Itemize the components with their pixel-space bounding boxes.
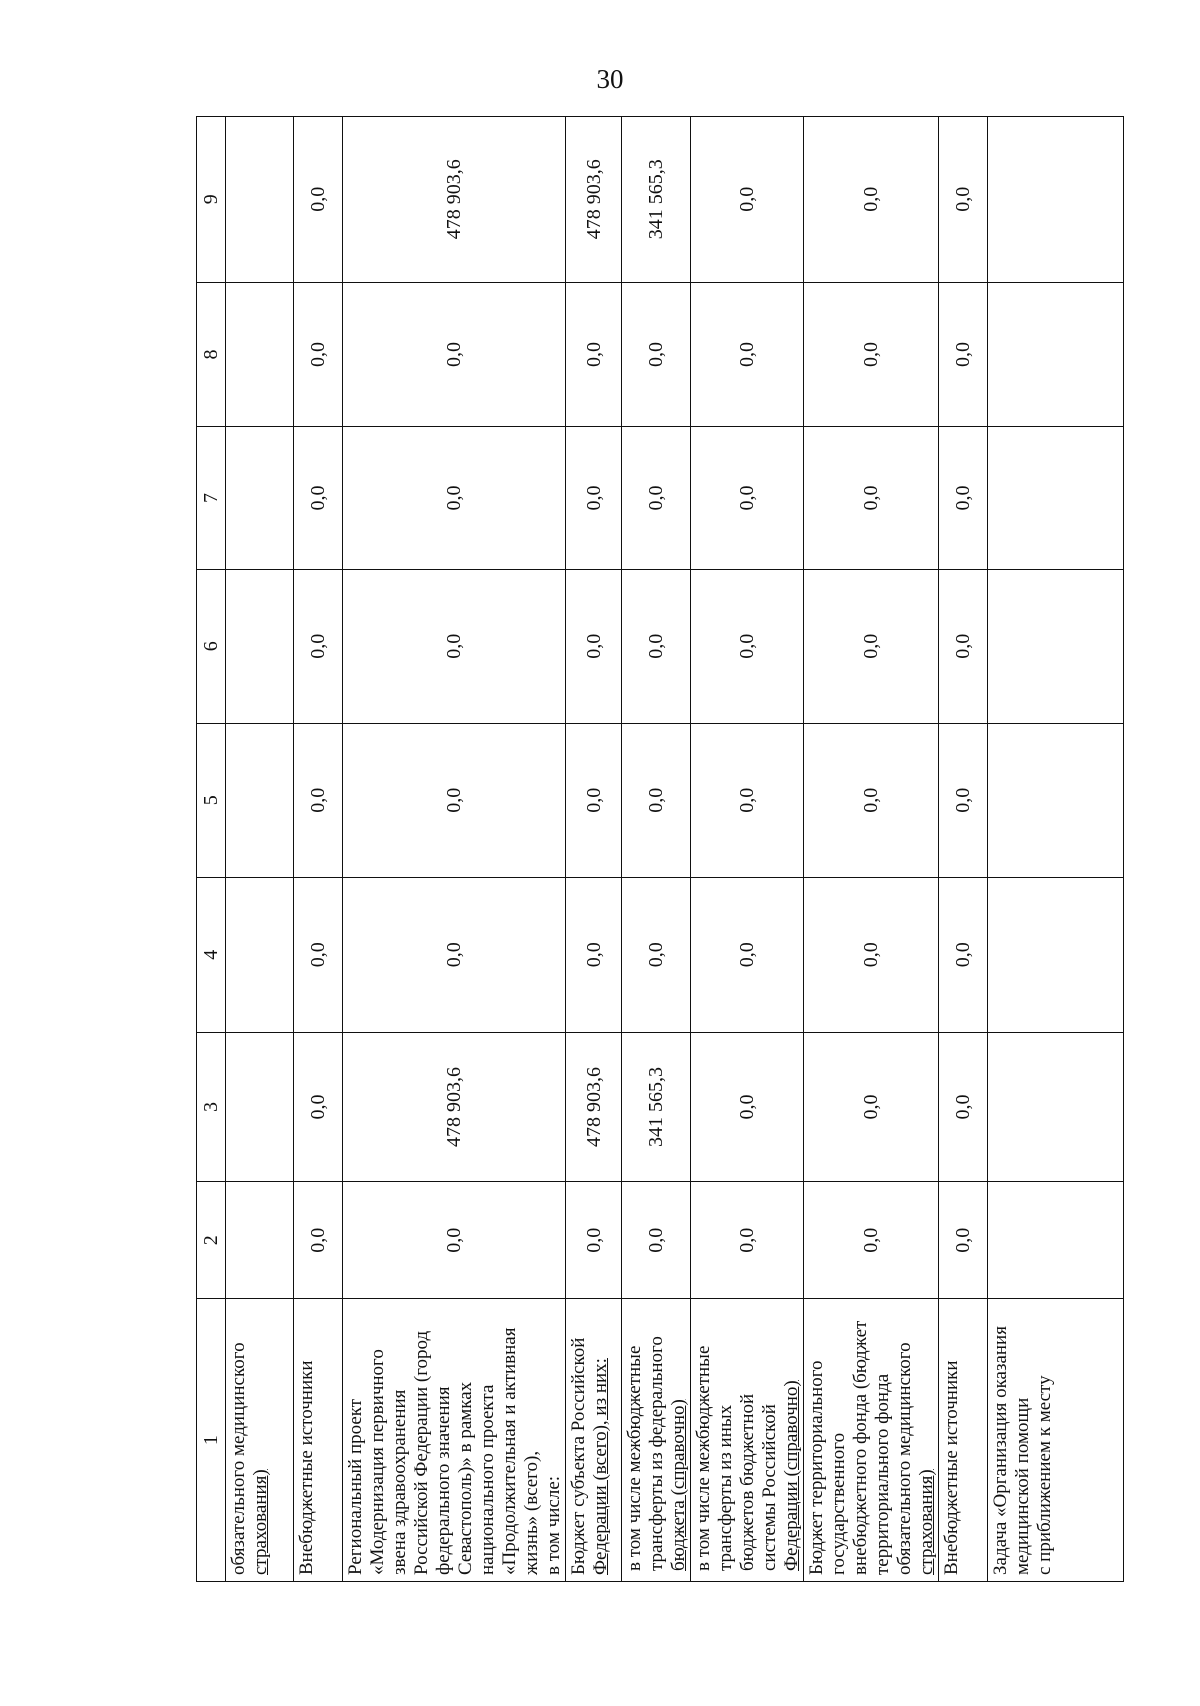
row-label-line: страхования) (250, 1469, 271, 1575)
row-label-line: Задача «Организация оказания (990, 1326, 1011, 1575)
cell-col-8: 0,0 (566, 282, 622, 427)
cell-col-2: 0,0 (691, 1182, 804, 1299)
cell-col-8: 0,0 (294, 282, 343, 427)
cell-col-4: 0,0 (939, 877, 988, 1032)
row-label-line: бюджетов бюджетной (737, 1393, 758, 1571)
cell-col-9: 478 903,6 (566, 117, 622, 283)
cell-col-4: 0,0 (691, 877, 804, 1032)
rotated-table-container (196, 116, 1096, 1582)
column-header-2: 2 (197, 1182, 226, 1299)
cell-col-4 (226, 877, 294, 1032)
table-header-row (197, 117, 226, 1582)
cell-col-2: 0,0 (343, 1182, 566, 1299)
table-row (988, 117, 1124, 1582)
column-header-7: 7 (197, 427, 226, 569)
cell-col-8 (988, 282, 1124, 427)
row-label-line: «Модернизация первичного (367, 1349, 388, 1575)
table-row (294, 117, 343, 1582)
column-header-3: 3 (197, 1032, 226, 1181)
cell-col-7 (988, 427, 1124, 569)
cell-col-6: 0,0 (691, 569, 804, 723)
row-label-line: в том числе межбюджетные (693, 1345, 714, 1571)
column-header-9: 9 (197, 117, 226, 283)
cell-col-3: 478 903,6 (566, 1032, 622, 1181)
row-label-line: территориального фонда (872, 1373, 893, 1575)
cell-col-3 (226, 1032, 294, 1181)
cell-col-5: 0,0 (343, 723, 566, 877)
cell-col-2: 0,0 (804, 1182, 939, 1299)
row-label (622, 1299, 691, 1582)
cell-col-2: 0,0 (566, 1182, 622, 1299)
cell-col-3: 0,0 (804, 1032, 939, 1181)
row-label-line: звена здравоохранения (389, 1389, 410, 1575)
cell-col-9 (226, 117, 294, 283)
column-header-5: 5 (197, 723, 226, 877)
cell-col-4: 0,0 (804, 877, 939, 1032)
cell-col-5: 0,0 (566, 723, 622, 877)
row-label (691, 1299, 804, 1582)
table-frame (196, 116, 1096, 1582)
cell-col-9: 0,0 (804, 117, 939, 283)
table-row (691, 117, 804, 1582)
cell-col-4: 0,0 (343, 877, 566, 1032)
cell-col-5: 0,0 (939, 723, 988, 877)
cell-col-2 (988, 1182, 1124, 1299)
row-label-line: Бюджет субъекта Российской (568, 1337, 589, 1575)
funding-table (196, 116, 1124, 1582)
cell-col-6: 0,0 (622, 569, 691, 723)
row-label-line: трансферты из иных (715, 1404, 736, 1571)
row-label-line: системы Российской (759, 1404, 780, 1571)
cell-col-5 (226, 723, 294, 877)
column-header-8: 8 (197, 282, 226, 427)
row-label-line: Севастополь)» в рамках (455, 1381, 476, 1575)
cell-col-7: 0,0 (343, 427, 566, 569)
row-label-line: Региональный проект (345, 1398, 366, 1575)
cell-col-8: 0,0 (691, 282, 804, 427)
row-label-line: внебюджетного фонда (бюджет (850, 1320, 871, 1575)
row-label-line: Внебюджетные источники (296, 1360, 317, 1575)
cell-col-5 (988, 723, 1124, 877)
cell-col-3: 341 565,3 (622, 1032, 691, 1181)
cell-col-2: 0,0 (294, 1182, 343, 1299)
cell-col-4: 0,0 (566, 877, 622, 1032)
cell-col-4: 0,0 (622, 877, 691, 1032)
row-label-line: трансферты из федерального (646, 1336, 667, 1571)
table-row (804, 117, 939, 1582)
cell-col-7: 0,0 (566, 427, 622, 569)
cell-col-7: 0,0 (622, 427, 691, 569)
row-label-line: в том числе межбюджетные (624, 1345, 645, 1571)
row-label-line: бюджета (справочно) (668, 1399, 689, 1571)
cell-col-9: 478 903,6 (343, 117, 566, 283)
column-header-6: 6 (197, 569, 226, 723)
row-label (343, 1299, 566, 1582)
cell-col-2 (226, 1182, 294, 1299)
row-label-line: в том числе: (543, 1475, 564, 1575)
column-header-1: 1 (197, 1299, 226, 1582)
row-label-line: Бюджет территориального (806, 1360, 827, 1575)
cell-col-2: 0,0 (622, 1182, 691, 1299)
row-label-line: медицинской помощи (1012, 1397, 1033, 1575)
row-label (988, 1299, 1124, 1582)
cell-col-9: 341 565,3 (622, 117, 691, 283)
cell-col-8 (226, 282, 294, 427)
row-label-line: федерального значения (433, 1386, 454, 1575)
row-label-line: государственного (828, 1432, 849, 1575)
cell-col-5: 0,0 (691, 723, 804, 877)
cell-col-6 (988, 569, 1124, 723)
row-label-line: с приближением к месту (1034, 1375, 1055, 1575)
cell-col-8: 0,0 (343, 282, 566, 427)
page-number: 30 (596, 64, 624, 94)
row-label (226, 1299, 294, 1582)
cell-col-9: 0,0 (691, 117, 804, 283)
row-label-line: обязательного медицинского (894, 1342, 915, 1575)
column-header-4: 4 (197, 877, 226, 1032)
cell-col-6: 0,0 (343, 569, 566, 723)
table-row (566, 117, 622, 1582)
cell-col-6: 0,0 (566, 569, 622, 723)
cell-col-6: 0,0 (939, 569, 988, 723)
cell-col-9: 0,0 (294, 117, 343, 283)
cell-col-8: 0,0 (622, 282, 691, 427)
cell-col-3: 0,0 (939, 1032, 988, 1181)
cell-col-8: 0,0 (939, 282, 988, 427)
row-label-line: «Продолжительная и активная (499, 1327, 520, 1575)
cell-col-8: 0,0 (804, 282, 939, 427)
table-row (226, 117, 294, 1582)
cell-col-6: 0,0 (294, 569, 343, 723)
cell-col-3: 478 903,6 (343, 1032, 566, 1181)
row-label-line: жизнь» (всего), (521, 1450, 542, 1575)
row-label (939, 1299, 988, 1582)
row-label-line: национального проекта (477, 1384, 498, 1575)
row-label-line: Внебюджетные источники (941, 1360, 962, 1575)
row-label (566, 1299, 622, 1582)
cell-col-2: 0,0 (939, 1182, 988, 1299)
cell-col-3: 0,0 (691, 1032, 804, 1181)
cell-col-7: 0,0 (691, 427, 804, 569)
cell-col-4 (988, 877, 1124, 1032)
cell-col-9: 0,0 (939, 117, 988, 283)
cell-col-9 (988, 117, 1124, 283)
cell-col-7: 0,0 (804, 427, 939, 569)
table-row (939, 117, 988, 1582)
row-label-line: Федерации (всего), из них: (590, 1358, 611, 1575)
row-label (294, 1299, 343, 1582)
cell-col-3 (988, 1032, 1124, 1181)
cell-col-7: 0,0 (294, 427, 343, 569)
table-row (622, 117, 691, 1582)
row-label-line: Федерации (справочно) (781, 1380, 802, 1571)
row-label (804, 1299, 939, 1582)
row-label-line: страхования) (916, 1469, 937, 1575)
cell-col-6: 0,0 (804, 569, 939, 723)
cell-col-4: 0,0 (294, 877, 343, 1032)
cell-col-7: 0,0 (939, 427, 988, 569)
cell-col-6 (226, 569, 294, 723)
cell-col-5: 0,0 (804, 723, 939, 877)
row-label-line: обязательного медицинского (228, 1342, 249, 1575)
table-row (343, 117, 566, 1582)
cell-col-3: 0,0 (294, 1032, 343, 1181)
cell-col-7 (226, 427, 294, 569)
cell-col-5: 0,0 (294, 723, 343, 877)
cell-col-5: 0,0 (622, 723, 691, 877)
row-label-line: Российской Федерации (город (411, 1330, 432, 1575)
